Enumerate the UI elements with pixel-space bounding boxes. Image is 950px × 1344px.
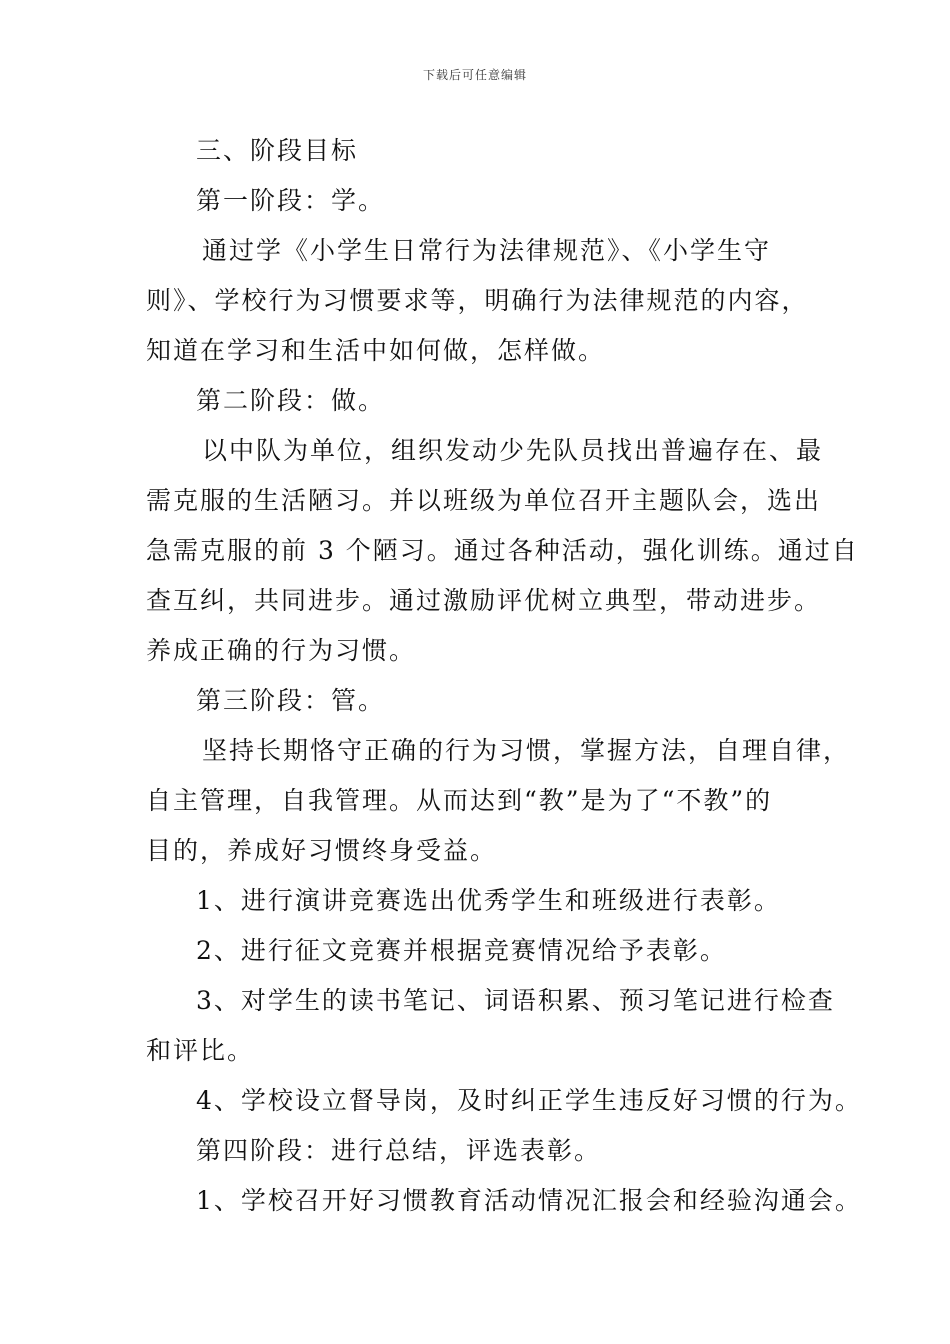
stage-three-heading: 第三阶段：管。: [196, 686, 386, 715]
stage-two-line-5: 养成正确的行为习惯。: [146, 636, 417, 665]
stage-four-heading: 第四阶段：进行总结，评选表彰。: [196, 1136, 602, 1165]
stage-two-heading: 第二阶段：做。: [196, 386, 386, 415]
stage-two-line-3: 急需克服的前 3 个陋习。通过各种活动，强化训练。通过自: [146, 536, 859, 565]
stage-three-line-1: 坚持长期恪守正确的行为习惯，掌握方法，自理自律，: [202, 736, 851, 765]
stage-two-line-1: 以中队为单位，组织发动少先队员找出普遍存在、最: [202, 436, 824, 465]
stage-one-heading: 第一阶段：学。: [196, 186, 386, 215]
stage-four-item-1: 1、学校召开好习惯教育活动情况汇报会和经验沟通会。: [196, 1186, 862, 1215]
stage-one-line-1: 通过学《小学生日常行为法律规范》、《小学生守: [202, 236, 772, 265]
item-4: 4、学校设立督导岗，及时纠正学生违反好习惯的行为。: [196, 1086, 862, 1115]
stage-two-line-2: 需克服的生活陋习。并以班级为单位召开主题队会，选出: [146, 486, 822, 515]
stage-one-line-2: 则》、学校行为习惯要求等，明确行为法律规范的内容，: [146, 286, 809, 315]
item-1: 1、进行演讲竞赛选出优秀学生和班级进行表彰。: [196, 886, 781, 915]
stage-three-line-2: 自主管理，自我管理。从而达到“教”是为了“不教”的: [146, 786, 773, 815]
item-2: 2、进行征文竞赛并根据竞赛情况给予表彰。: [196, 936, 727, 965]
page-header: 下载后可任意编辑: [422, 68, 527, 82]
item-3-line-2: 和评比。: [146, 1036, 255, 1065]
item-3-line-1: 3、对学生的读书笔记、词语积累、预习笔记进行检查: [196, 986, 835, 1015]
document-body: [146, 126, 862, 1226]
section-heading: 三、阶段目标: [196, 136, 359, 165]
stage-one-line-3: 知道在学习和生活中如何做，怎样做。: [146, 336, 606, 365]
stage-two-line-4: 查互纠，共同进步。通过激励评优树立典型，带动进步。: [146, 586, 822, 615]
stage-three-line-3: 目的，养成好习惯终身受益。: [146, 836, 498, 865]
